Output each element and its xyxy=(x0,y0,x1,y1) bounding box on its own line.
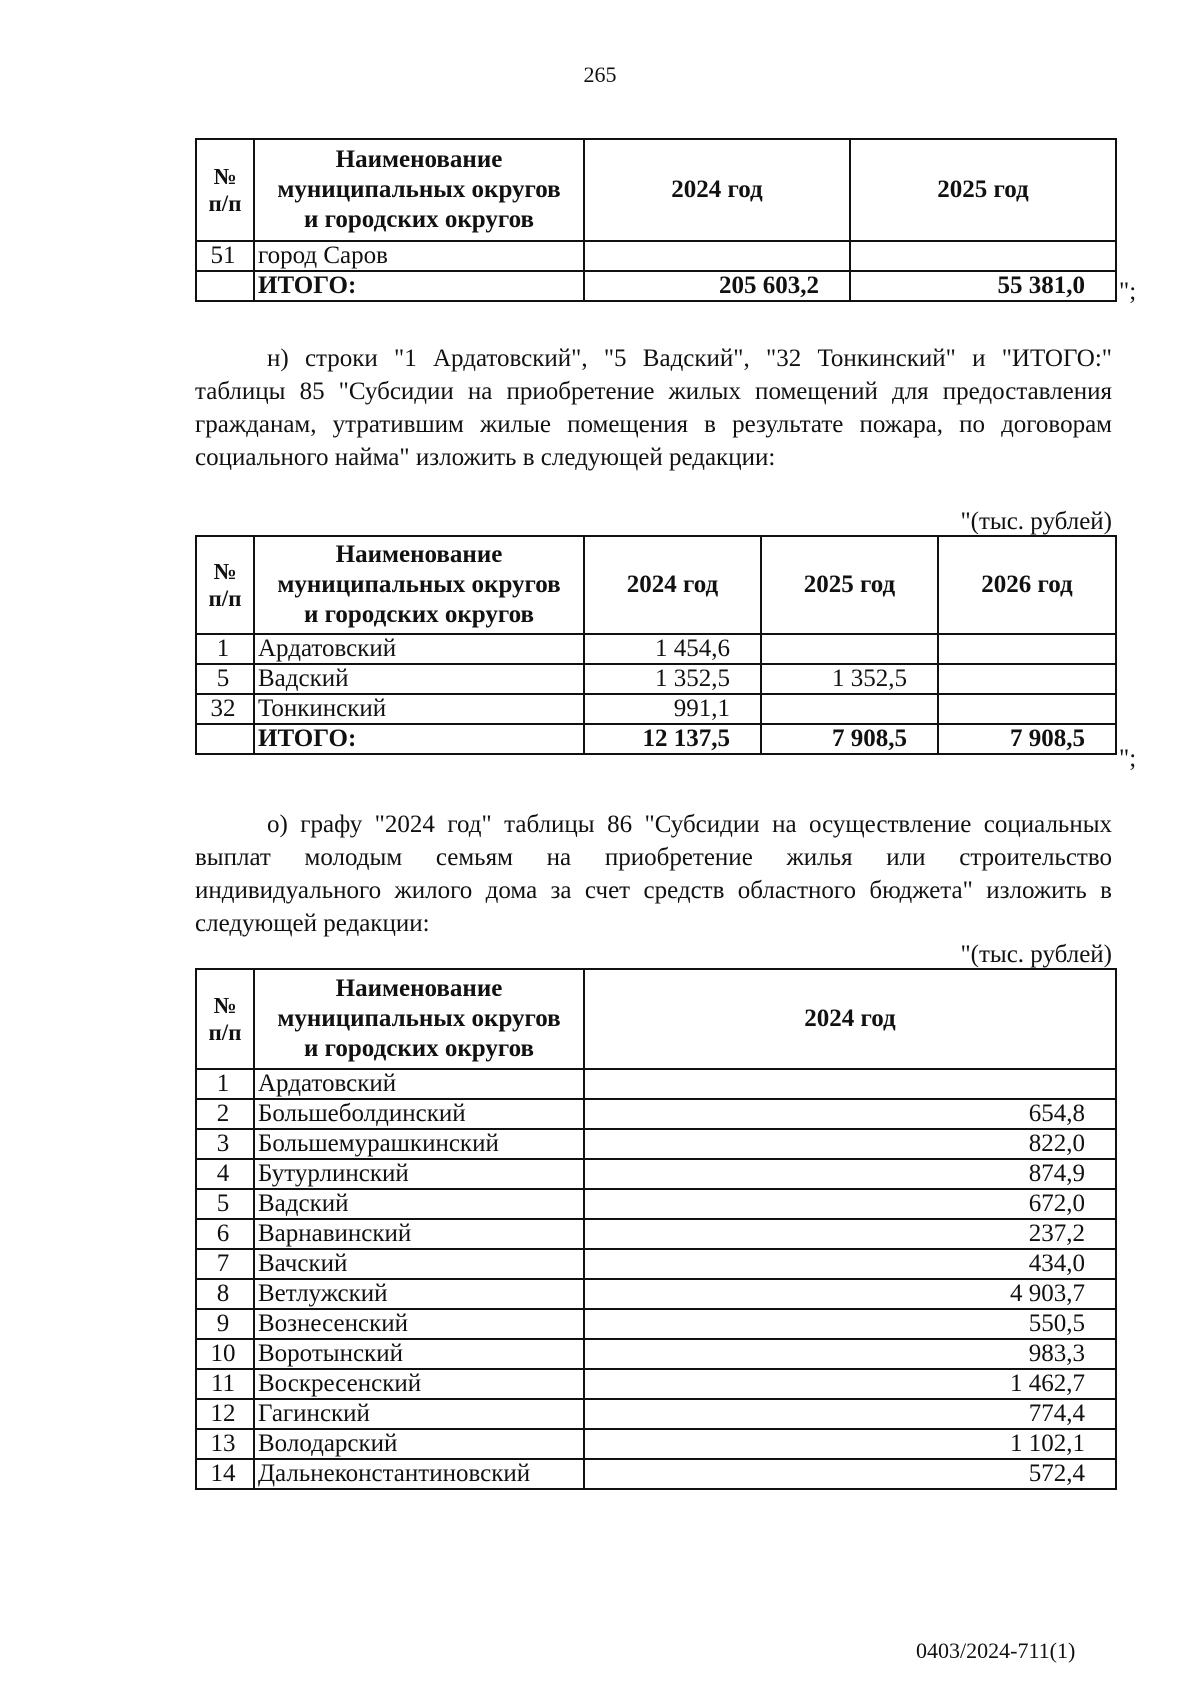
table-row xyxy=(196,1309,1116,1339)
table-continuation xyxy=(195,138,1117,302)
row-number: 7 xyxy=(196,1249,254,1279)
row-name: Ветлужский xyxy=(254,1279,584,1309)
paragraph-o-text: о) графу "2024 год" таблицы 86 "Субсидии на осуществление социальных выплат молодым семьям на приобретение жилья или строительство индивидуального жилого дома за счет средств областного бюджета" изложить в следующей редакции: xyxy=(195,811,1112,937)
row-number: 5 xyxy=(196,1189,254,1219)
col-header-2025: 2025 год xyxy=(850,139,1116,241)
col-header-name: Наименование муниципальных округов и городских округов xyxy=(254,969,584,1069)
row-value-2024: 774,4 xyxy=(584,1399,1116,1429)
total-2024: 12 137,5 xyxy=(584,724,761,754)
table-row xyxy=(196,1459,1116,1489)
table-row xyxy=(196,1339,1116,1369)
table-row xyxy=(196,1069,1116,1099)
table-row xyxy=(196,1159,1116,1189)
total-2025: 7 908,5 xyxy=(761,724,938,754)
col-header-number: № п/п xyxy=(196,969,254,1069)
row-name: Вадский xyxy=(254,1189,584,1219)
row-name: Ардатовский xyxy=(254,634,584,664)
col-header-2026: 2026 год xyxy=(938,536,1116,634)
row-number: 13 xyxy=(196,1429,254,1459)
row-value-2025 xyxy=(850,241,1116,271)
row-name: город Саров xyxy=(254,241,584,271)
row-name: Вадский xyxy=(254,664,584,694)
row-number: 14 xyxy=(196,1459,254,1489)
table-row xyxy=(196,241,1116,271)
total-2026: 7 908,5 xyxy=(938,724,1116,754)
row-number: 10 xyxy=(196,1339,254,1369)
col-header-number: № п/п xyxy=(196,536,254,634)
row-number: 1 xyxy=(196,1069,254,1099)
row-value-2025 xyxy=(761,634,938,664)
paragraph-n-text: н) строки "1 Ардатовский", "5 Вадский", "32 Тонкинский" и "ИТОГО:" таблицы 85 "Субсидии на приобретение жилых помещений для предоставления гражданам, утратившим жилые помещения в результате пожара, по договорам социального найма" изложить в следующей редакции: xyxy=(195,345,1112,471)
row-name: Вознесенский xyxy=(254,1309,584,1339)
table-86 xyxy=(195,968,1117,1490)
row-name: Гагинский xyxy=(254,1399,584,1429)
row-value-2024: 572,4 xyxy=(584,1459,1116,1489)
row-name: Вачский xyxy=(254,1249,584,1279)
row-value-2024 xyxy=(584,241,850,271)
table-row xyxy=(196,1369,1116,1399)
row-value-2024: 1 462,7 xyxy=(584,1369,1116,1399)
table-row xyxy=(196,1189,1116,1219)
table-row xyxy=(196,664,1116,694)
row-number: 6 xyxy=(196,1219,254,1249)
row-value-2026 xyxy=(938,664,1116,694)
unit-label: "(тыс. рублей) xyxy=(960,941,1112,968)
table-86-body xyxy=(196,1069,1116,1489)
paragraph-n xyxy=(195,342,1112,474)
row-number: 1 xyxy=(196,634,254,664)
row-name: Бутурлинский xyxy=(254,1159,584,1189)
col-header-2024: 2024 год xyxy=(584,139,850,241)
table-row xyxy=(196,694,1116,724)
row-number: 2 xyxy=(196,1099,254,1129)
row-number: 12 xyxy=(196,1399,254,1429)
total-row xyxy=(196,271,1116,301)
row-value-2024: 1 102,1 xyxy=(584,1429,1116,1459)
row-name: Большемурашкинский xyxy=(254,1129,584,1159)
row-name: Воскресенский xyxy=(254,1369,584,1399)
total-number-cell xyxy=(196,724,254,754)
table-row xyxy=(196,1099,1116,1129)
row-number: 8 xyxy=(196,1279,254,1309)
total-2025: 55 381,0 xyxy=(850,271,1116,301)
row-number: 5 xyxy=(196,664,254,694)
table-row xyxy=(196,1219,1116,1249)
row-value-2026 xyxy=(938,694,1116,724)
col-header-2024: 2024 год xyxy=(584,969,1116,1069)
document-code: 0403/2024-711(1) xyxy=(916,1638,1076,1663)
row-number: 32 xyxy=(196,694,254,724)
row-value-2025 xyxy=(761,694,938,724)
row-value-2024: 4 903,7 xyxy=(584,1279,1116,1309)
total-label: ИТОГО: xyxy=(254,724,584,754)
row-name: Дальнеконстантиновский xyxy=(254,1459,584,1489)
total-number-cell xyxy=(196,271,254,301)
paragraph-o xyxy=(195,808,1112,940)
table-row xyxy=(196,1129,1116,1159)
table-row xyxy=(196,1279,1116,1309)
row-number: 4 xyxy=(196,1159,254,1189)
row-value-2024: 550,5 xyxy=(584,1309,1116,1339)
row-value-2024: 434,0 xyxy=(584,1249,1116,1279)
col-header-number: № п/п xyxy=(196,139,254,241)
table-row xyxy=(196,1429,1116,1459)
row-number: 3 xyxy=(196,1129,254,1159)
row-name: Ардатовский xyxy=(254,1069,584,1099)
row-value-2024: 1 352,5 xyxy=(584,664,761,694)
table-row xyxy=(196,1249,1116,1279)
row-value-2026 xyxy=(938,634,1116,664)
table-row xyxy=(196,1399,1116,1429)
closing-quote-mark: "; xyxy=(1119,745,1137,772)
row-name: Володарский xyxy=(254,1429,584,1459)
row-name: Варнавинский xyxy=(254,1219,584,1249)
total-label: ИТОГО: xyxy=(254,271,584,301)
page-number: 265 xyxy=(583,62,617,87)
row-number: 11 xyxy=(196,1369,254,1399)
table-85 xyxy=(195,535,1117,755)
row-name: Большеболдинский xyxy=(254,1099,584,1129)
row-value-2024: 237,2 xyxy=(584,1219,1116,1249)
row-value-2024: 822,0 xyxy=(584,1129,1116,1159)
col-header-2024: 2024 год xyxy=(584,536,761,634)
closing-quote-mark: "; xyxy=(1119,278,1137,305)
col-header-name: Наименование муниципальных округов и городских округов xyxy=(254,536,584,634)
row-name: Тонкинский xyxy=(254,694,584,724)
row-value-2024: 874,9 xyxy=(584,1159,1116,1189)
row-number: 9 xyxy=(196,1309,254,1339)
row-name: Воротынский xyxy=(254,1339,584,1369)
row-number: 51 xyxy=(196,241,254,271)
row-value-2025: 1 352,5 xyxy=(761,664,938,694)
col-header-name: Наименование муниципальных округов и городских округов xyxy=(254,139,584,241)
col-header-2025: 2025 год xyxy=(761,536,938,634)
row-value-2024: 991,1 xyxy=(584,694,761,724)
total-row xyxy=(196,724,1116,754)
row-value-2024: 654,8 xyxy=(584,1099,1116,1129)
row-value-2024: 1 454,6 xyxy=(584,634,761,664)
row-value-2024: 672,0 xyxy=(584,1189,1116,1219)
table-row xyxy=(196,634,1116,664)
unit-label: "(тыс. рублей) xyxy=(960,508,1112,535)
total-2024: 205 603,2 xyxy=(584,271,850,301)
row-value-2024 xyxy=(584,1069,1116,1099)
row-value-2024: 983,3 xyxy=(584,1339,1116,1369)
